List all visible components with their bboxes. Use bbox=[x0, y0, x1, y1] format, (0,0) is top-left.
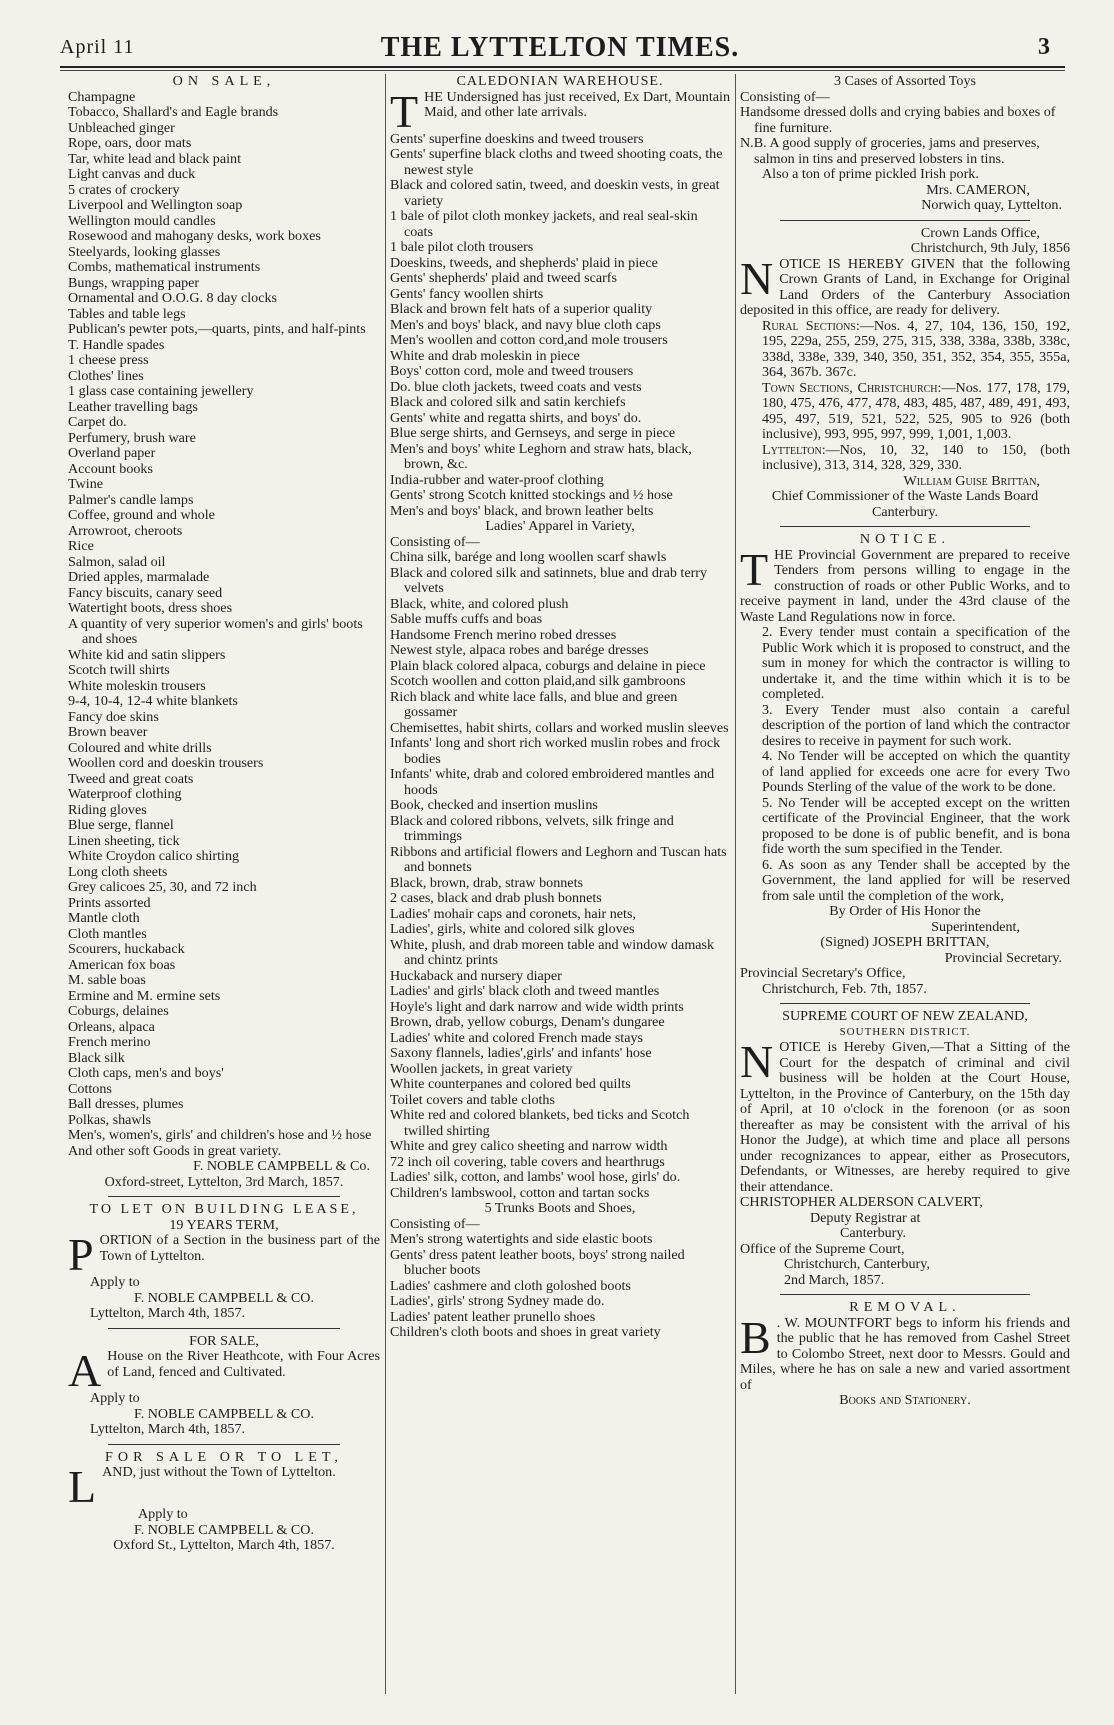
on-sale-advert bbox=[68, 74, 380, 1190]
item-list bbox=[740, 105, 1070, 136]
notice-paragraph: 4. No Tender will be accepted on which the quantity of land applied for exceeds one acre for every Two Pounds Sterling of the value of the work to be done. bbox=[762, 748, 1070, 795]
list-item: Combs, mathematical instruments bbox=[68, 259, 261, 275]
list-item: Long cloth sheets bbox=[68, 863, 168, 880]
advert-subheading: 19 YEARS TERM, bbox=[169, 1216, 279, 1233]
notice-body: OTICE IS HEREBY GIVEN that the following Crown Grants of Land, in Exchange for Original Land Orders of the Canterbury Association deposited in this office, are ready for delivery. bbox=[740, 255, 1070, 318]
list-item: And other soft Goods in great variety. bbox=[68, 1142, 282, 1159]
list-item: Polkas, shawls bbox=[68, 1111, 152, 1128]
list-item: Light canvas and duck bbox=[68, 166, 196, 182]
rural-sections bbox=[740, 319, 1070, 381]
list-item: Men's strong watertights and side elastic boots bbox=[390, 1231, 653, 1247]
list-item: T. Handle spades bbox=[68, 336, 165, 353]
divider bbox=[108, 1196, 340, 1197]
advert-signature: F. NOBLE CAMPBELL & Co. bbox=[193, 1158, 370, 1174]
advert-body: ORTION of a Section in the business part of the Town of Lyttelton. bbox=[99, 1232, 380, 1264]
list-item: Ladies', girls' strong Sydney made do. bbox=[390, 1293, 605, 1309]
list-item: Gents' shepherds' plaid and tweed scarfs bbox=[390, 270, 617, 286]
list-item: Men's and boys' black, and brown leather belts bbox=[390, 502, 654, 519]
list-item: Coburgs, delaines bbox=[68, 1003, 169, 1019]
notice-signature: William Guise Brittan, bbox=[903, 472, 1040, 489]
issue-date: April 11 bbox=[60, 36, 135, 58]
notice-date: Christchurch, 9th July, 1856 bbox=[910, 240, 1070, 256]
list-item: Black and colored ribbons, velvets, silk fringe and trimmings bbox=[390, 812, 674, 844]
rural-sections-label: Rural Sections: bbox=[762, 317, 860, 334]
page-number: 3 bbox=[1038, 34, 1050, 60]
column-divider bbox=[735, 74, 736, 1694]
list-item: Liverpool and Wellington soap bbox=[68, 197, 243, 213]
advert-heading: CALEDONIAN WAREHOUSE. bbox=[456, 73, 664, 89]
list-item: Cloth mantles bbox=[68, 925, 147, 942]
list-item: Rope, oars, door mats bbox=[68, 135, 192, 151]
divider bbox=[780, 220, 1030, 221]
list-item: Dried apples, marmalade bbox=[68, 569, 210, 585]
notice-heading: NOTICE. bbox=[859, 531, 951, 547]
office-line: Provincial Secretary's Office, bbox=[740, 965, 906, 981]
apply-line: Apply to bbox=[90, 1390, 140, 1406]
advert-heading: FOR SALE OR TO LET, bbox=[105, 1448, 343, 1465]
list-item: Black and colored silk and satin kerchiefs bbox=[390, 394, 626, 410]
list-item: White moleskin trousers bbox=[68, 677, 206, 694]
signatory-title: Deputy Registrar at bbox=[810, 1209, 921, 1226]
consisting-label: Consisting of— bbox=[740, 88, 830, 105]
list-item: Gents' superfine black cloths and tweed shooting coats, the newest style bbox=[390, 146, 723, 178]
list-item: Prints assorted bbox=[68, 894, 151, 911]
item-list bbox=[390, 1232, 730, 1341]
list-item: Hoyle's light and dark narrow and wide width prints bbox=[390, 998, 684, 1015]
masthead-rule bbox=[60, 66, 1065, 68]
list-item: Linen sheeting, tick bbox=[68, 832, 180, 849]
list-item: Leather travelling bags bbox=[68, 398, 198, 415]
notice-date: 2nd March, 1857. bbox=[784, 1271, 885, 1288]
list-item: Tobacco, Shallard's and Eagle brands bbox=[68, 104, 279, 120]
list-item: Fancy doe skins bbox=[68, 708, 159, 725]
masthead bbox=[60, 28, 1060, 68]
advert-heading: ON SALE, bbox=[172, 73, 276, 89]
item-list bbox=[390, 132, 730, 520]
sale-or-let-advert bbox=[68, 1450, 380, 1554]
advert-signature: F. NOBLE CAMPBELL & CO. bbox=[133, 1521, 315, 1538]
town-sections bbox=[740, 381, 1070, 443]
advert-address: Oxford-street, Lyttelton, 3rd March, 1857. bbox=[104, 1173, 344, 1190]
advert-signature: F. NOBLE CAMPBELL & CO. bbox=[133, 1405, 315, 1422]
list-item: White, plush, and drab moreen table and window damask and chintz prints bbox=[390, 936, 715, 968]
signatory-title: Provincial Secretary. bbox=[944, 949, 1062, 966]
item-list bbox=[68, 90, 380, 1160]
list-item: Ladies' white and colored French made stays bbox=[390, 1029, 644, 1046]
notice-heading: REMOVAL. bbox=[849, 1299, 961, 1315]
drop-cap: P bbox=[68, 1229, 94, 1280]
toys-advert bbox=[740, 74, 1070, 214]
advert-intro: HE Undersigned has just received, Ex Dart, Mountain Maid, and other late arrivals. bbox=[424, 88, 730, 120]
notice-body: OTICE is Hereby Given,—That a Sitting of the Court for the despatch of criminal and civil business will be holden at the Court House, Lyttelton, in the Province of Canterbury, on the 15th day of April, at 10 o'clock in the forenoon (or as soon thereafter as may be consistent with the arrival of his Honor the Judge), at which time and place all persons under recognizances to appear, either as Prosecutors, Defendants, or Witnesses, are hereby required to give their attendance. bbox=[740, 1039, 1070, 1195]
column-divider bbox=[385, 74, 386, 1694]
advert-body: House on the River Heathcote, with Four Acres of Land, fenced and Cultivated. bbox=[107, 1348, 380, 1380]
item-list bbox=[390, 550, 730, 1201]
list-item: Blue serge, flannel bbox=[68, 817, 174, 833]
list-item: Huckaback and nursery diaper bbox=[390, 967, 562, 984]
drop-cap: T bbox=[740, 543, 769, 595]
list-item: Tables and table legs bbox=[68, 305, 186, 322]
notice-footer: Books and Stationery. bbox=[839, 1392, 971, 1408]
list-item: Overland paper bbox=[68, 445, 156, 461]
apply-line: Apply to bbox=[138, 1506, 188, 1522]
drop-cap: N bbox=[740, 1036, 774, 1087]
list-item: Do. blue cloth jackets, tweed coats and vests bbox=[390, 378, 642, 395]
list-item: India-rubber and water-proof clothing bbox=[390, 471, 604, 488]
notice-paragraph: 6. As soon as any Tender shall be accepted by the Government, the land applied for will be reserved from sale until the completion of the work, bbox=[762, 856, 1070, 904]
list-item: A quantity of very superior women's and girls' boots and shoes bbox=[68, 615, 363, 647]
advert-address: Oxford St., Lyttelton, March 4th, 1857. bbox=[113, 1537, 335, 1553]
list-item: 72 inch oil covering, table covers and hearthrugs bbox=[390, 1153, 665, 1170]
consisting-label: Consisting of— bbox=[390, 1215, 480, 1232]
list-item: Grey calicoes 25, 30, and 72 inch bbox=[68, 879, 257, 895]
list-item: Ladies' patent leather prunello shoes bbox=[390, 1308, 596, 1325]
list-item: Clothes' lines bbox=[68, 367, 144, 384]
list-item: Tweed and great coats bbox=[68, 770, 194, 787]
supreme-court-notice bbox=[740, 1009, 1070, 1288]
advert-address: Norwich quay, Lyttelton. bbox=[921, 197, 1062, 213]
list-item: Ladies' mohair caps and coronets, hair nets, bbox=[390, 905, 636, 922]
office-line: Office of the Supreme Court, bbox=[740, 1240, 905, 1257]
list-item: Ladies' and girls' black cloth and tweed mantles bbox=[390, 983, 660, 999]
advert-note: N.B. A good supply of groceries, jams and preserves, salmon in tins and preserved lobsters in tins. bbox=[740, 135, 1040, 167]
list-item: Cottons bbox=[68, 1080, 112, 1097]
advert-heading: TO LET ON BUILDING LEASE, bbox=[89, 1201, 359, 1217]
list-item: Black, brown, drab, straw bonnets bbox=[390, 874, 583, 891]
list-item: Men's woollen and cotton cord,and mole trousers bbox=[390, 332, 668, 348]
list-item: Gents' dress patent leather boots, boys' strong nailed blucher boots bbox=[390, 1246, 685, 1278]
list-item: Infants' long and short rich worked muslin robes and frock bodies bbox=[390, 735, 721, 767]
for-sale-advert bbox=[68, 1334, 380, 1438]
lyttelton-sections bbox=[740, 443, 1070, 474]
list-item: Handsome dressed dolls and crying babies and boxes of fine furniture. bbox=[740, 104, 1056, 136]
list-item: Rosewood and mahogany desks, work boxes bbox=[68, 228, 321, 244]
caledonian-warehouse-advert bbox=[390, 74, 730, 1341]
consisting-label: Consisting of— bbox=[390, 533, 480, 550]
list-item: Watertight boots, dress shoes bbox=[68, 600, 233, 616]
advert-heading: 3 Cases of Assorted Toys bbox=[833, 73, 977, 89]
town-sections-label: Town Sections, Christchurch bbox=[762, 379, 938, 396]
section-heading: 5 Trunks Boots and Shoes, bbox=[484, 1200, 636, 1216]
list-item: Black and brown felt hats of a superior quality bbox=[390, 301, 653, 317]
list-item: Men's and boys' black, and navy blue cloth caps bbox=[390, 316, 661, 333]
list-item: Cloth caps, men's and boys' bbox=[68, 1065, 224, 1081]
list-item: Arrowroot, cheroots bbox=[68, 522, 183, 539]
list-item: Perfumery, brush ware bbox=[68, 429, 196, 446]
notice-body: . W. MOUNTFORT begs to inform his friends and the public that he has removed from Cashel Street to Colombo Street, next door to Messrs. Gould and Miles, where he has on sale a new and varied assortment of bbox=[740, 1314, 1070, 1393]
column-3 bbox=[740, 74, 1070, 1409]
list-item: American fox boas bbox=[68, 956, 176, 973]
list-item: Brown beaver bbox=[68, 724, 148, 740]
divider bbox=[780, 526, 1030, 527]
list-item: Riding gloves bbox=[68, 801, 147, 818]
drop-cap: L bbox=[68, 1461, 97, 1512]
advert-signature: Mrs. CAMERON, bbox=[926, 181, 1030, 198]
list-item: Carpet do. bbox=[68, 414, 127, 430]
list-item: Rich black and white lace falls, and blue and green gossamer bbox=[390, 688, 678, 720]
list-item: Chemisettes, habit shirts, collars and worked muslin sleeves bbox=[390, 719, 729, 736]
list-item: Coloured and white drills bbox=[68, 739, 212, 756]
list-item: Orleans, alpaca bbox=[68, 1018, 155, 1035]
tenders-notice bbox=[740, 532, 1070, 997]
notice-paragraph: 5. No Tender will be accepted except on the written certificate of the Provincial Engineer, that the work proposed to be done is of public benefit, and is bona fide worth the sum specified in the Tender. bbox=[762, 794, 1070, 857]
notice-date: Christchurch, Feb. 7th, 1857. bbox=[762, 980, 927, 997]
divider bbox=[108, 1328, 340, 1329]
list-item: China silk, barége and long woollen scarf shawls bbox=[390, 549, 667, 565]
list-item: Black, white, and colored plush bbox=[390, 595, 569, 612]
column-2 bbox=[390, 74, 730, 1341]
list-item: Brown, drab, yellow coburgs, Denam's dungaree bbox=[390, 1014, 665, 1030]
notice-paragraph: 2. Every tender must contain a specification of the Public Work which it is proposed to construct, and the sum in money for which the contractor is willing to undertake it, and the time within which it is to be completed. bbox=[762, 624, 1070, 702]
list-item: Men's, women's, girls' and children's hose and ½ hose bbox=[68, 1127, 372, 1143]
list-item: Wellington mould candles bbox=[68, 212, 216, 229]
list-item: Coffee, ground and whole bbox=[68, 507, 215, 523]
list-item: Ladies' silk, cotton, and lambs' wool hose, girls' do. bbox=[390, 1169, 681, 1185]
masthead-rule-thin bbox=[60, 70, 1065, 71]
drop-cap: N bbox=[740, 252, 774, 304]
list-item: White counterpanes and colored bed quilts bbox=[390, 1076, 631, 1092]
list-item: Scotch twill shirts bbox=[68, 662, 170, 678]
town-sections-list: :—Nos. 177, 178, 179, 180, 475, 476, 477, 478, 483, 485, 487, 489, 491, 493, 495, 497, 519, 521, 522, 525, 905 to 926 (both inclusive), 993, 995, 997, 999, 1,001, 1,003. bbox=[762, 379, 1070, 442]
list-item: Champagne bbox=[68, 88, 136, 105]
list-item: Salmon, salad oil bbox=[68, 553, 166, 570]
lyttelton-sections-label: Lyttelton bbox=[762, 441, 822, 458]
list-item: Ermine and M. ermine sets bbox=[68, 987, 221, 1004]
list-item: Book, checked and insertion muslins bbox=[390, 797, 598, 813]
list-item: Scourers, huckaback bbox=[68, 941, 185, 957]
list-item: 1 glass case containing jewellery bbox=[68, 383, 254, 399]
rural-sections-list: —Nos. 4, 27, 104, 136, 150, 192, 195, 229a, 255, 259, 275, 315, 338, 338a, 338b, 338c, 338d, 338e, 339, 340, 350, 351, 352, 354, 355, 355a, 364, 367b. 367c. bbox=[762, 317, 1071, 380]
advert-heading: FOR SALE, bbox=[189, 1332, 259, 1349]
building-lease-advert bbox=[68, 1202, 380, 1322]
divider bbox=[780, 1294, 1030, 1295]
list-item: Mantle cloth bbox=[68, 910, 140, 926]
list-item: Twine bbox=[68, 476, 104, 492]
list-item: Gents' fancy woollen shirts bbox=[390, 285, 544, 302]
list-item: Saxony flannels, ladies',girls' and infants' hose bbox=[390, 1045, 652, 1061]
list-item: Ladies', girls, white and colored silk gloves bbox=[390, 921, 635, 937]
office-place: Christchurch, Canterbury, bbox=[784, 1256, 930, 1272]
list-item: White Croydon calico shirting bbox=[68, 848, 240, 864]
list-item: Ladies' cashmere and cloth goloshed boots bbox=[390, 1277, 631, 1294]
notice-paragraph: HE Provincial Government are prepared to receive Tenders from persons willing to engage in the construction of roads or other Public Works, and to receive payment in land, under the 43rd clause of the Waste Land Regulations now in force. bbox=[740, 546, 1070, 625]
list-item: French merino bbox=[68, 1034, 151, 1050]
notice-heading: SUPREME COURT OF NEW ZEALAND, bbox=[782, 1008, 1028, 1024]
list-item: Ball dresses, plumes bbox=[68, 1096, 184, 1112]
list-item: Infants' white, drab and colored embroidered mantles and hoods bbox=[390, 766, 715, 798]
list-item: Steelyards, looking glasses bbox=[68, 243, 221, 260]
list-item: Children's cloth boots and shoes in great variety bbox=[390, 1324, 661, 1340]
list-item: Ribbons and artificial flowers and Leghorn and Tuscan hats and bonnets bbox=[390, 843, 727, 875]
list-item: Fancy biscuits, canary seed bbox=[68, 584, 223, 601]
list-item: Black and colored silk and satinnets, blue and drab terry velvets bbox=[390, 564, 708, 596]
list-item: M. sable boas bbox=[68, 972, 146, 988]
section-heading: Ladies' Apparel in Variety, bbox=[485, 518, 635, 534]
notice-paragraph: 3. Every Tender must also contain a careful description of the portion of land which the contractor desires to receive in payment for such work. bbox=[762, 701, 1070, 749]
list-item: Bungs, wrapping paper bbox=[68, 274, 200, 291]
advert-note: Also a ton of prime pickled Irish pork. bbox=[762, 166, 979, 182]
newspaper-title: THE LYTTELTON TIMES. bbox=[380, 32, 740, 63]
list-item: Boys' cotton cord, mole and tweed trousers bbox=[390, 363, 634, 379]
list-item: Waterproof clothing bbox=[68, 786, 182, 802]
list-item: 2 cases, black and drab plush bonnets bbox=[390, 890, 602, 906]
list-item: Men's and boys' white Leghorn and straw hats, black, brown, &c. bbox=[390, 440, 692, 472]
list-item: 1 cheese press bbox=[68, 352, 149, 368]
order-line: Superintendent, bbox=[931, 918, 1020, 935]
list-item: Gents' superfine doeskins and tweed trousers bbox=[390, 130, 644, 147]
list-item: Plain black colored alpaca, coburgs and delaine in piece bbox=[390, 657, 706, 674]
list-item: Rice bbox=[68, 538, 94, 554]
list-item: 5 crates of crockery bbox=[68, 181, 180, 198]
signatory-title: Canterbury. bbox=[840, 1225, 907, 1241]
notice-signature: (Signed) JOSEPH BRITTAN, bbox=[820, 934, 990, 950]
advert-body: AND, just without the Town of Lyttelton. bbox=[102, 1464, 336, 1480]
list-item: White red and colored blankets, bed ticks and Scotch twilled shirting bbox=[390, 1107, 690, 1139]
drop-cap: T bbox=[390, 85, 419, 137]
list-item: Tar, white lead and black paint bbox=[68, 150, 241, 167]
list-item: Newest style, alpaca robes and barége dresses bbox=[390, 642, 649, 658]
advert-date: Lyttelton, March 4th, 1857. bbox=[90, 1305, 246, 1321]
drop-cap: A bbox=[68, 1345, 102, 1396]
list-item: Doeskins, tweeds, and shepherds' plaid in piece bbox=[390, 254, 658, 271]
crown-lands-notice bbox=[740, 226, 1070, 521]
advert-date: Lyttelton, March 4th, 1857. bbox=[90, 1421, 246, 1437]
drop-cap: B bbox=[740, 1311, 771, 1363]
divider bbox=[108, 1444, 340, 1445]
notice-signature: CHRISTOPHER ALDERSON CALVERT, bbox=[740, 1194, 983, 1210]
list-item: Ornamental and O.O.G. 8 day clocks bbox=[68, 290, 277, 306]
list-item: Unbleached ginger bbox=[68, 119, 175, 136]
list-item: Toilet covers and table cloths bbox=[390, 1091, 555, 1108]
list-item: Blue serge shirts, and Gernseys, and serge in piece bbox=[390, 425, 676, 441]
apply-line: Apply to bbox=[90, 1274, 140, 1290]
column-1 bbox=[68, 74, 380, 1554]
list-item: White and drab moleskin in piece bbox=[390, 347, 580, 364]
removal-notice bbox=[740, 1300, 1070, 1409]
list-item: Gents' strong Scotch knitted stockings and ½ hose bbox=[390, 487, 673, 503]
list-item: White kid and satin slippers bbox=[68, 646, 226, 663]
list-item: White and grey calico sheeting and narrow width bbox=[390, 1138, 668, 1154]
list-item: Black silk bbox=[68, 1049, 125, 1066]
list-item: Gents' white and regatta shirts, and boys' do. bbox=[390, 409, 642, 426]
divider bbox=[780, 1003, 1030, 1004]
list-item: Sable muffs cuffs and boas bbox=[390, 611, 543, 627]
list-item: Palmer's candle lamps bbox=[68, 491, 194, 508]
office-line: Crown Lands Office, bbox=[920, 224, 1040, 241]
list-item: 1 bale pilot cloth trousers bbox=[390, 239, 534, 255]
list-item: Woollen jackets, in great variety bbox=[390, 1060, 573, 1077]
notice-subheading: SOUTHERN DISTRICT. bbox=[839, 1025, 971, 1038]
list-item: 1 bale of pilot cloth monkey jackets, and real seal-skin coats bbox=[390, 208, 698, 240]
list-item: Scotch woollen and cotton plaid,and silk gambroons bbox=[390, 673, 686, 689]
order-line: By Order of His Honor the bbox=[829, 903, 981, 919]
list-item: Publican's pewter pots,—quarts, pints, and half-pints bbox=[68, 321, 366, 337]
lyttelton-sections-list: :—Nos, 10, 32, 140 to 150, (both inclusive), 313, 314, 328, 329, 330. bbox=[762, 441, 1070, 473]
list-item: Handsome French merino robed dresses bbox=[390, 626, 617, 643]
list-item: Woollen cord and doeskin trousers bbox=[68, 755, 264, 771]
signatory-title: Chief Commissioner of the Waste Lands Board Canterbury. bbox=[771, 488, 1039, 520]
list-item: Children's lambswool, cotton and tartan socks bbox=[390, 1184, 650, 1201]
advert-signature: F. NOBLE CAMPBELL & CO. bbox=[133, 1289, 315, 1306]
list-item: Account books bbox=[68, 460, 153, 477]
list-item: Black and colored satin, tweed, and doeskin vests, in great variety bbox=[390, 177, 720, 209]
list-item: 9-4, 10-4, 12-4 white blankets bbox=[68, 693, 238, 709]
